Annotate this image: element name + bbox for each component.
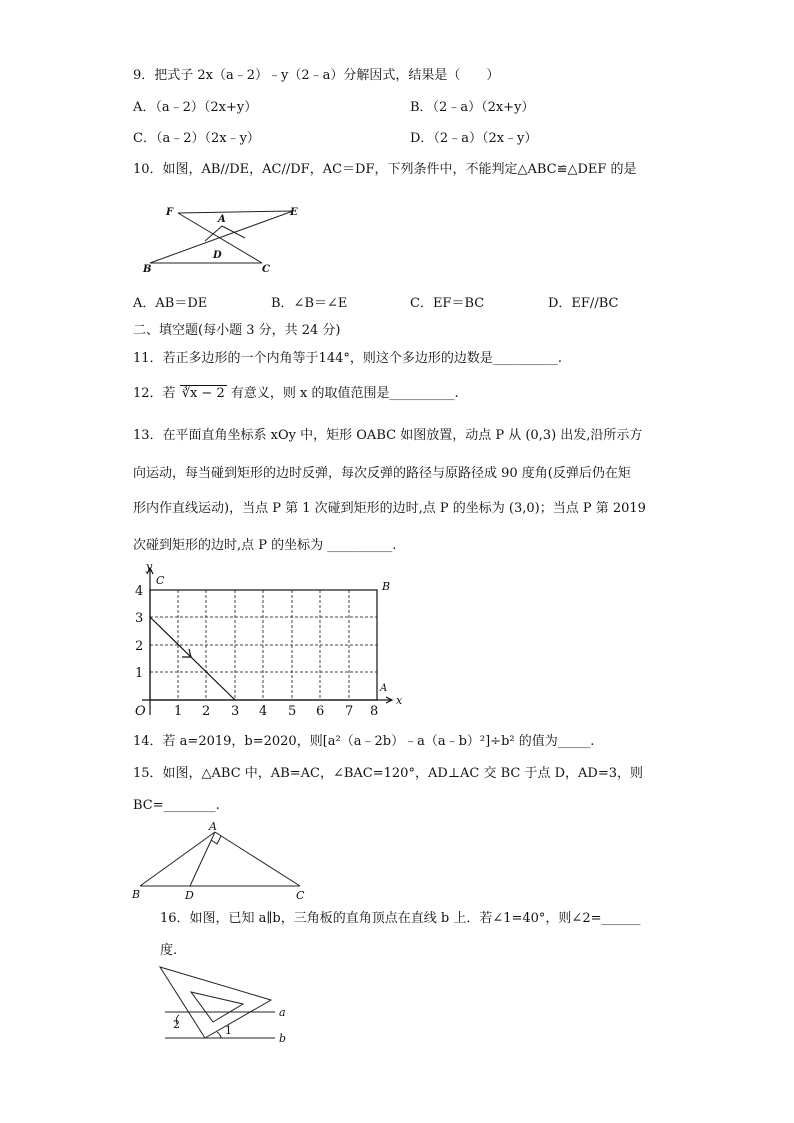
q13-x-tick-3: 3	[231, 704, 240, 719]
q14: 14．若 a=2019，b=2020，则[a²（a﹣2b）﹣a（a﹣b）²]÷b² 的值为_____.	[133, 734, 595, 749]
q15-label-c: C	[296, 889, 305, 902]
q13-label-a: A	[380, 683, 388, 694]
q16-label-1: 1	[225, 1024, 232, 1037]
q10-segment-ad2	[205, 226, 222, 241]
section-heading: 二、填空题(每小题 3 分，共 24 分)	[133, 323, 341, 338]
q12-radical: ∛x − 2	[181, 386, 225, 401]
q10-label-a: A	[218, 214, 226, 225]
q15-line-2: BC=________.	[133, 798, 220, 813]
q10-label-b: B	[143, 264, 152, 275]
q13-y-tick-1: 1	[135, 666, 144, 681]
q13-y-tick-4: 4	[135, 584, 144, 599]
q13-x-tick-8: 8	[370, 704, 379, 719]
q13-line-1: 13．在平面直角坐标系 xOy 中，矩形 OABC 如图放置，动点 P 从 (0,3) 出发,沿所示方	[133, 428, 643, 443]
q13-y-tick-2: 2	[135, 639, 144, 654]
q15-label-d: D	[185, 889, 194, 902]
q10-option-b: B．∠B＝∠E	[271, 296, 348, 311]
q13-x-tick-5: 5	[288, 704, 297, 719]
q12-prefix: 12．若	[133, 386, 176, 401]
q9-option-a: A．（a﹣2）（2x+y）	[133, 100, 258, 115]
q13-line-2: 向运动，每当碰到矩形的边时反弹，每次反弹的路径与原路径成 90 度角(反弹后仍在矩	[133, 466, 631, 481]
q9-option-d: D．（2﹣a）（2x﹣y）	[410, 131, 538, 146]
q13-x-tick-4: 4	[259, 704, 268, 719]
q16-label-b: b	[279, 1032, 287, 1045]
q15-segment-ab	[140, 832, 215, 886]
q13-line-4: 次碰到矩形的边时,点 P 的坐标为 __________.	[133, 538, 397, 553]
q12	[133, 386, 459, 402]
q15-label-b: B	[132, 888, 141, 901]
q16-label-2: 2	[173, 1018, 180, 1031]
q16-label-a: a	[279, 1006, 286, 1019]
q10-label-c: C	[262, 264, 270, 275]
q10-segment-ad1	[222, 226, 245, 238]
q16-angle-1-arc	[217, 1032, 221, 1038]
q11: 11．若正多边形的一个内角等于144°，则这个多边形的边数是__________.	[133, 351, 562, 366]
q16-figure	[155, 962, 295, 1047]
q9-option-b: B．（2﹣a）（2x+y）	[410, 100, 535, 115]
q10-stem: 10．如图，AB//DE，AC//DF，AC＝DF，下列条件中，不能判定△ABC≌△DEF 的是	[133, 162, 637, 177]
q13-y-tick-3: 3	[135, 611, 144, 626]
q10-label-d: D	[213, 250, 222, 261]
q13-label-c: C	[156, 574, 165, 587]
q9-option-c: C．（a﹣2）（2x﹣y）	[133, 131, 260, 146]
q10-figure	[138, 198, 308, 278]
q13-label-b: B	[382, 580, 391, 593]
q15-line-1: 15．如图，△ABC 中，AB=AC，∠BAC=120°，AD⊥AC 交 BC 于点 D，AD=3，则	[133, 766, 643, 781]
q10-option-d: D．EF//BC	[548, 296, 619, 311]
q13-x-tick-6: 6	[316, 704, 325, 719]
q16-line-2: 度.	[160, 943, 178, 958]
q13-label-y: y	[146, 560, 153, 573]
q13-x-tick-7: 7	[345, 704, 354, 719]
q10-label-e: E	[290, 207, 298, 218]
q15-segment-ac	[215, 832, 300, 886]
q13-x-tick-2: 2	[202, 704, 211, 719]
q13-path-p	[150, 617, 235, 700]
q15-label-a: A	[209, 820, 217, 833]
q13-label-x: x	[396, 694, 403, 707]
q10-segment-fe	[178, 211, 293, 213]
q16-line-1: 16．如图，已知 a∥b，三角板的直角顶点在直线 b 上．若∠1=40°，则∠2=______	[160, 911, 641, 926]
q13-line-3: 形内作直线运动)，当点 P 第 1 次碰到矩形的边时,点 P 的坐标为 (3,0)；当点 P 第 2019	[133, 501, 646, 516]
q15-figure	[128, 818, 313, 903]
q13-label-o: O	[135, 704, 146, 719]
q9-stem: 9．把式子 2x（a﹣2）﹣y（2﹣a）分解因式，结果是（ ）	[133, 68, 500, 83]
q12-suffix: 有意义，则 x 的取值范围是__________.	[230, 386, 459, 401]
q13-grid-figure	[120, 560, 420, 720]
q10-label-f: F	[166, 207, 174, 218]
q10-option-c: C．EF＝BC	[410, 296, 485, 311]
q13-x-tick-1: 1	[174, 704, 183, 719]
q10-option-a: A．AB＝DE	[133, 296, 208, 311]
q16-triangle-inner	[191, 992, 243, 1022]
